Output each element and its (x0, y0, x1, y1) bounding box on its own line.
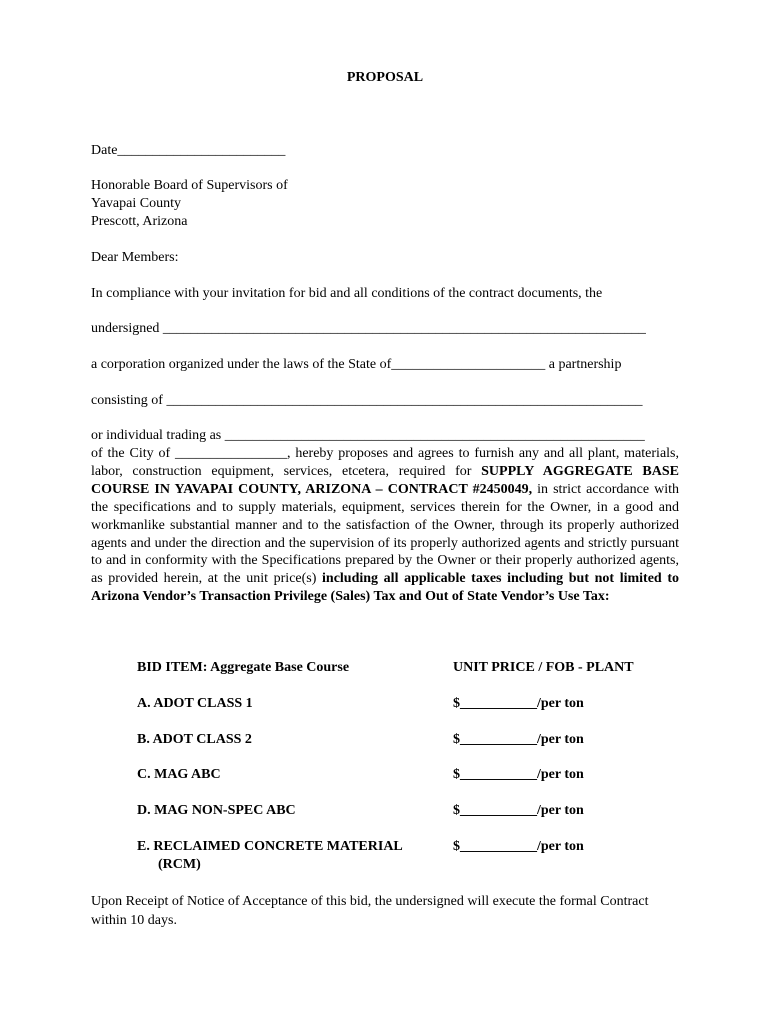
bid-item-label: E. RECLAIMED CONCRETE MATERIAL (137, 839, 403, 854)
date-line: Date________________________ (91, 143, 286, 158)
address-line-2: Yavapai County (91, 196, 181, 211)
unit-price-header: UNIT PRICE / FOB - PLANT (453, 660, 634, 675)
bid-item-price-field[interactable]: $___________/per ton (453, 696, 584, 711)
bid-item-header: BID ITEM: Aggregate Base Course (137, 660, 350, 675)
body-text-2: in strict accordance with the specifications and to supply materials, equipment, services therein for the Owner, in a good and workmanlike substantial manner and to the satisfaction of the Owner, through its properly authorized agents and under the direction and the supervision of its properly authorized agents and strictly pursuant to and in conformity with the Specifications prepared by the Owner or their properly authorized agents, as provided herein, at the unit price(s) (91, 481, 680, 587)
individual-trading-line: or individual trading as ____________________________________________________________ (91, 428, 645, 443)
corporation-line: a corporation organized under the laws of the State of______________________ a partnership (91, 357, 622, 372)
body-bold-taxes: including all applicable taxes including but not limited to Arizona Vendor’s Transaction Privilege (Sales) Tax and Out of State Vendor’s Use Tax: (91, 571, 679, 605)
bid-item-label: A. ADOT CLASS 1 (137, 696, 253, 711)
address-line-1: Honorable Board of Supervisors of (91, 178, 288, 193)
bid-item-label: C. MAG ABC (137, 767, 221, 782)
compliance-line: In compliance with your invitation for bid and all conditions of the contract documents, the (91, 286, 603, 301)
document-title: PROPOSAL (346, 70, 424, 85)
salutation: Dear Members: (91, 250, 179, 265)
consisting-line: consisting of ____________________________________________________________________ (91, 393, 643, 408)
undersigned-line: undersigned _____________________________________________________________________ (91, 321, 646, 336)
bid-item-price-field[interactable]: $___________/per ton (453, 732, 584, 747)
body-text-1: of the City of ________________, hereby proposes and agrees to furnish any and all plant, materials, labor, construction equipment, services, etcetera, required for (91, 446, 679, 479)
proposal-body-paragraph (91, 445, 679, 606)
bid-item-price-field[interactable]: $___________/per ton (453, 839, 584, 854)
closing-statement: Upon Receipt of Notice of Acceptance of this bid, the undersigned will execute the formal Contract within 10 days. (91, 894, 649, 928)
body-bold-contract: SUPPLY AGGREGATE BASE COURSE IN YAVAPAI COUNTY, ARIZONA – CONTRACT #2450049, (91, 463, 680, 497)
bid-item-label: D. MAG NON-SPEC ABC (137, 803, 296, 818)
bid-item-price-field[interactable]: $___________/per ton (453, 767, 584, 782)
bid-item-price-field[interactable]: $___________/per ton (453, 803, 584, 818)
address-line-3: Prescott, Arizona (91, 214, 188, 229)
bid-item-label: B. ADOT CLASS 2 (137, 732, 252, 747)
bid-item-label-continued: (RCM) (158, 857, 201, 872)
